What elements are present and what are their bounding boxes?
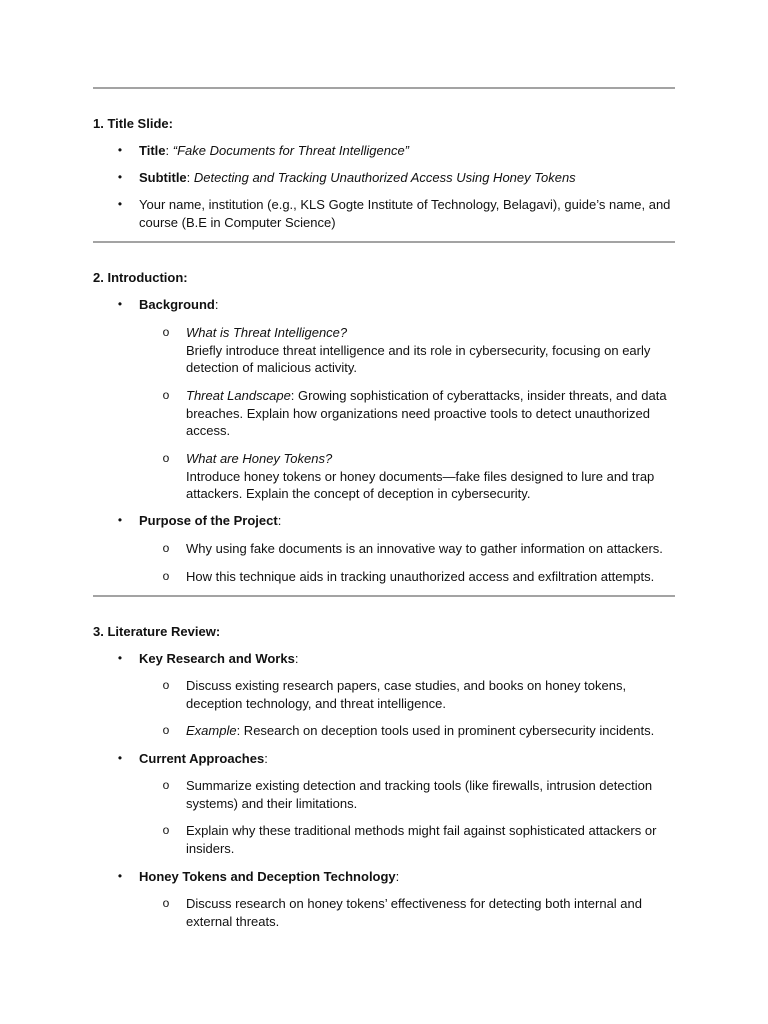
list-item-purpose [139,512,675,530]
item-label: Subtitle [139,170,187,185]
item-separator: : [165,143,173,158]
sub-item-title: Example [186,723,237,738]
sub-item-body: : Research on deception tools used in prominent cybersecurity incidents. [236,723,655,738]
sub-item-title: Threat Landscape [186,388,291,403]
sub-item-body: Introduce honey tokens or honey documents—fake files designed to lure and trap attackers. Explain the concept of deception in cybersecurity. [186,468,655,501]
sub-bullet-icon: o [162,541,170,555]
section-heading-introduction: 2. Introduction: [93,270,188,285]
item-separator: : [277,513,282,528]
list-item-author-info: Your name, institution (e.g., KLS Gogte Institute of Technology, Belagavi), guide’s name, and course (B.E in Computer Science) [139,197,671,230]
item-text: “Fake Documents for Threat Intelligence” [172,143,410,158]
bullet-icon: • [117,651,123,665]
sub-item-key-research-1: Discuss existing research papers, case studies, and books on honey tokens, deception technology, and threat intelligence. [186,678,627,711]
item-label: Background [139,297,215,312]
sub-bullet-icon: o [162,723,170,737]
item-separator: : [264,751,268,766]
bullet-icon: • [117,143,123,157]
bullet-icon: • [117,751,123,765]
item-label: Title [139,143,166,158]
bullet-icon: • [117,297,123,311]
item-label: Purpose of the Project [139,513,278,528]
sub-item-what-is-threat-intelligence [186,324,675,377]
list-item-title [139,142,675,160]
sub-bullet-icon: o [162,678,170,692]
sub-bullet-icon: o [162,896,170,910]
list-item-honey-tokens-deception [139,868,675,886]
list-item-background [139,296,675,314]
item-label: Honey Tokens and Deception Technology [139,869,396,884]
list-item-key-research [139,650,675,668]
item-separator: : [294,651,299,666]
sub-bullet-icon: o [162,823,170,837]
sub-item-title: What are Honey Tokens? [186,451,333,466]
bullet-icon: • [117,170,123,184]
bullet-icon: • [117,513,123,527]
sub-item-current-approaches-1: Summarize existing detection and tracking tools (like firewalls, intrusion detection systems) and their limitations. [186,778,653,811]
section-divider [93,87,675,89]
list-item-current-approaches [139,750,675,768]
section-divider [93,241,675,243]
item-label: Current Approaches [139,751,265,766]
sub-item-body: Briefly introduce threat intelligence and its role in cybersecurity, focusing on early detection of malicious activity. [186,342,651,375]
bullet-icon: • [117,869,123,883]
sub-bullet-icon: o [162,388,170,402]
section-divider [93,595,675,597]
sub-bullet-icon: o [162,569,170,583]
item-separator: : [186,170,194,185]
sub-item-current-approaches-2: Explain why these traditional methods might fail against sophisticated attackers or insiders. [186,823,657,856]
sub-item-purpose-1: Why using fake documents is an innovative way to gather information on attackers. [186,541,663,556]
item-separator: : [214,297,219,312]
sub-bullet-icon: o [162,778,170,792]
section-heading-title-slide: 1. Title Slide: [93,116,173,131]
item-separator: : [395,869,400,884]
sub-item-threat-landscape [186,387,675,440]
sub-item-title: What is Threat Intelligence? [186,325,348,340]
sub-bullet-icon: o [162,451,170,465]
sub-item-body: : Growing sophistication of cyberattacks, insider threats, and data breaches. Explain how organizations need proactive tools to detect unauthorized access. [186,388,667,438]
sub-item-purpose-2: How this technique aids in tracking unauthorized access and exfiltration attempts. [186,569,655,584]
sub-item-what-are-honey-tokens [186,450,675,503]
section-heading-literature-review: 3. Literature Review: [93,624,221,639]
item-label: Key Research and Works [139,651,295,666]
sub-item-example [186,722,675,740]
bullet-icon: • [117,197,123,211]
sub-bullet-icon: o [162,325,170,339]
sub-item-honey-tokens-1: Discuss research on honey tokens’ effectiveness for detecting both internal and external threats. [186,896,642,929]
list-item-subtitle [139,169,675,187]
item-text: Detecting and Tracking Unauthorized Access Using Honey Tokens [193,170,576,185]
